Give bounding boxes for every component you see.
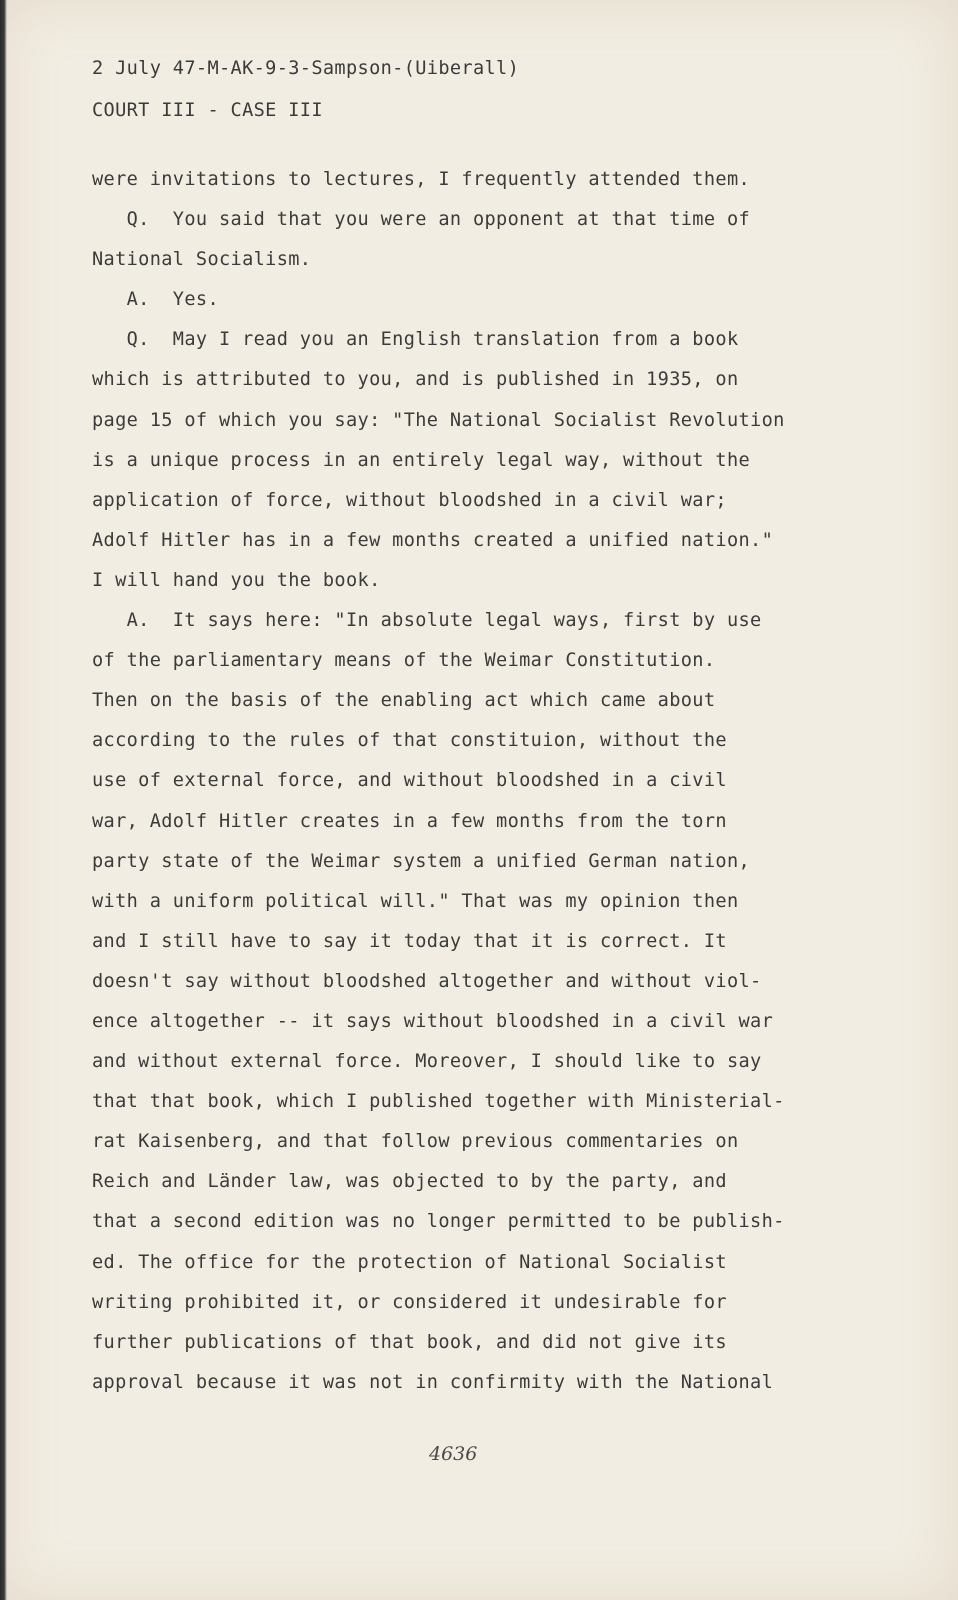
text-line: of the parliamentary means of the Weimar Constitution. (92, 650, 716, 672)
text-line: that a second edition was no longer permitted to be publish- (92, 1211, 785, 1233)
header-line-2: COURT III - CASE III (92, 100, 323, 121)
text-line: party state of the Weimar system a unified German nation, (92, 850, 751, 872)
text-line: A. Yes. (92, 289, 219, 311)
text-line: and I still have to say it today that it is correct. It (92, 930, 727, 952)
text-line: further publications of that book, and did not give its (92, 1331, 727, 1353)
text-line: Adolf Hitler has in a few months created a unified nation." (92, 529, 774, 551)
text-line: which is attributed to you, and is published in 1935, on (92, 369, 739, 391)
text-line: National Socialism. (92, 249, 312, 271)
text-line: approval because it was not in confirmity with the National (92, 1371, 774, 1393)
text-line: Q. You said that you were an opponent at that time of (92, 209, 751, 231)
text-line: Reich and Länder law, was objected to by the party, and (92, 1171, 727, 1193)
text-line: use of external force, and without bloodshed in a civil (92, 770, 727, 792)
text-line: war, Adolf Hitler creates in a few months from the torn (92, 810, 727, 832)
text-line: ence altogether -- it says without bloodshed in a civil war (92, 1010, 774, 1032)
text-line: with a uniform political will." That was my opinion then (92, 890, 739, 912)
text-line: writing prohibited it, or considered it undesirable for (92, 1291, 727, 1313)
text-line: A. It says here: "In absolute legal ways, first by use (92, 610, 762, 632)
text-line: were invitations to lectures, I frequently attended them. (92, 169, 751, 190)
text-line: rat Kaisenberg, and that follow previous commentaries on (92, 1131, 739, 1153)
text-line: that that book, which I published together with Ministerial- (92, 1091, 785, 1113)
text-line: is a unique process in an entirely legal way, without the (92, 449, 751, 471)
text-line: application of force, without bloodshed in a civil war; (92, 489, 727, 511)
scan-edge-shadow (0, 0, 7, 1600)
text-line: I will hand you the book. (92, 569, 381, 591)
page-number: 4636 (429, 1443, 478, 1465)
text-line: and without external force. Moreover, I should like to say (92, 1051, 762, 1073)
header-line-1: 2 July 47-M-AK-9-3-Sampson-(Uiberall) (92, 58, 520, 79)
text-line: ed. The office for the protection of National Socialist (92, 1251, 727, 1273)
text-line: page 15 of which you say: "The National Socialist Revolution (92, 409, 785, 431)
transcript-body (92, 160, 932, 1403)
text-line: Q. May I read you an English translation from a book (92, 329, 739, 351)
text-line: Then on the basis of the enabling act which came about (92, 690, 716, 712)
text-line: according to the rules of that constituion, without the (92, 730, 727, 752)
text-line: doesn't say without bloodshed altogether and without viol- (92, 970, 762, 992)
